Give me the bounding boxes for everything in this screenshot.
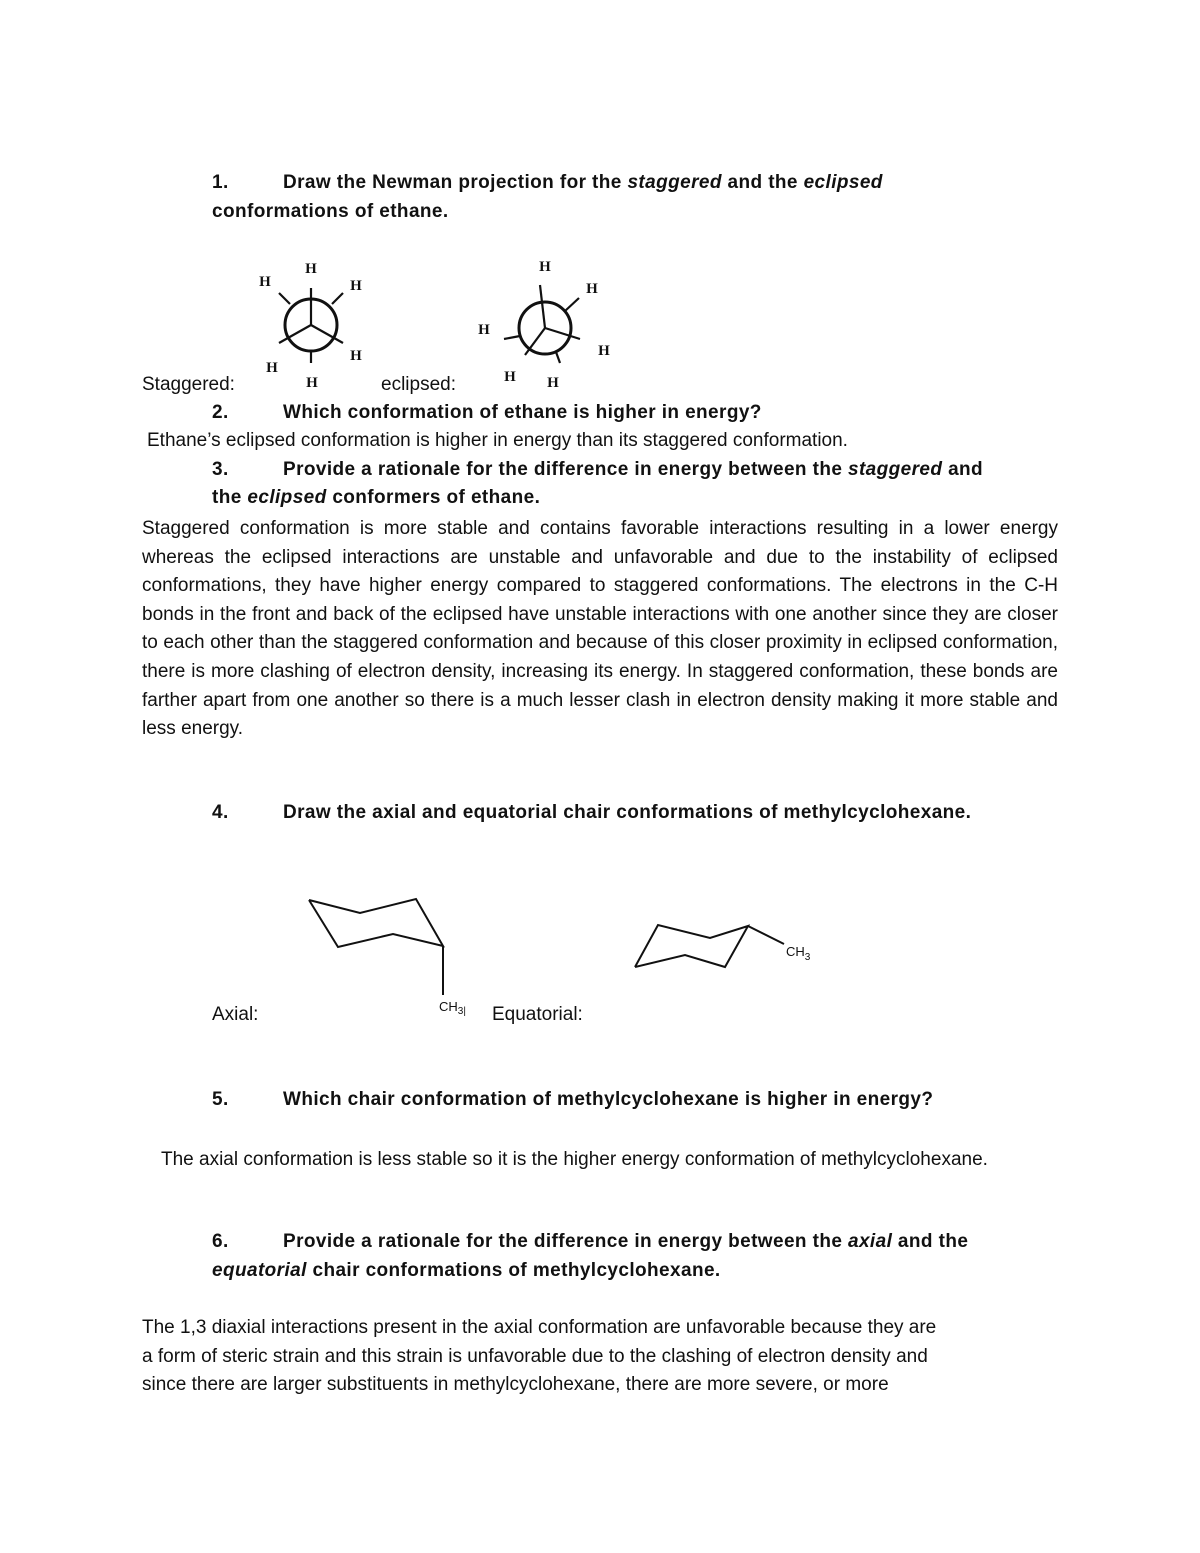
- atom-label: H: [547, 375, 559, 391]
- atom-label: H: [478, 322, 490, 338]
- equatorial-chair-drawing: [635, 925, 811, 967]
- atom-label: H: [504, 369, 516, 385]
- question-text: Draw the axial and equatorial chair conformations of methylcyclohexane.: [283, 802, 972, 823]
- question-number: 4.: [212, 802, 229, 823]
- methyl-label: $CH_3$: [786, 944, 811, 963]
- question-text: Which chair conformation of methylcyclohexane is higher in energy?: [283, 1089, 934, 1110]
- atom-label: H: [259, 274, 271, 290]
- atom-label: H: [305, 261, 317, 277]
- question-text-line-1: Provide a rationale for the difference in energy between the staggered and: [283, 459, 984, 480]
- question-number: 2.: [212, 402, 229, 423]
- atom-label: H: [306, 375, 318, 391]
- answer-paragraph: The axial conformation is less stable so it is the higher energy conformation of methylcyclohexane.: [161, 1149, 988, 1170]
- eclipsed-label: eclipsed:: [381, 374, 456, 395]
- question-number: 3.: [212, 459, 229, 480]
- atom-label: H: [350, 348, 362, 364]
- answer-line: a form of steric strain and this strain is unfavorable due to the clashing of electron density and: [142, 1346, 928, 1367]
- question-text-line-2: conformations of ethane.: [212, 201, 449, 222]
- staggered-label: Staggered:: [142, 374, 235, 395]
- question-text-line-1: Provide a rationale for the difference in energy between the axial and the: [283, 1231, 969, 1252]
- answer-text: Ethane’s eclipsed conformation is higher in energy than its staggered conformation.: [147, 430, 848, 451]
- question-number: 1.: [212, 172, 229, 193]
- question-number: 6.: [212, 1231, 229, 1252]
- atom-label: H: [266, 360, 278, 376]
- axial-chair-drawing: [309, 899, 466, 1017]
- answer-line: The 1,3 diaxial interactions present in the axial conformation are unfavorable because they are: [142, 1317, 937, 1338]
- question-number: 5.: [212, 1089, 229, 1110]
- atom-label: H: [539, 259, 551, 275]
- atom-label: H: [598, 343, 610, 359]
- atom-label: H: [350, 278, 362, 294]
- question-text-line-2: equatorial chair conformations of methylcyclohexane.: [212, 1260, 721, 1281]
- methyl-label: $CH_{3|}$: [439, 999, 466, 1017]
- eclipsed-newman-projection: [478, 259, 610, 391]
- answer-line: since there are larger substituents in methylcyclohexane, there are more severe, or more: [142, 1374, 889, 1395]
- question-text-line-2: the eclipsed conformers of ethane.: [212, 487, 541, 508]
- axial-label: Axial:: [212, 1004, 259, 1025]
- answer-paragraph: Staggered conformation is more stable and contains favorable interactions resulting in a lower energy whereas the eclipsed interactions are unstable and unfavorable and due to the instability of eclipsed conformations, they have higher energy compared to staggered conformations. The electrons in the C-H bonds in the front and back of the eclipsed have unstable interactions with one another since they are closer to each other than the staggered conformation and because of this closer proximity in eclipsed conformation, there is more clashing of electron density, increasing its energy. In staggered conformation, these bonds are farther apart from one another so there is a much lesser clash in electron density making it more stable and less energy.: [142, 518, 1058, 740]
- question-text-line-1: Draw the Newman projection for the staggered and the eclipsed: [283, 172, 883, 193]
- atom-label: H: [586, 281, 598, 297]
- equatorial-label: Equatorial:: [492, 1004, 583, 1025]
- question-text: Which conformation of ethane is higher in energy?: [283, 402, 762, 423]
- staggered-newman-projection: [259, 261, 362, 391]
- chair-conformations: [300, 890, 840, 1020]
